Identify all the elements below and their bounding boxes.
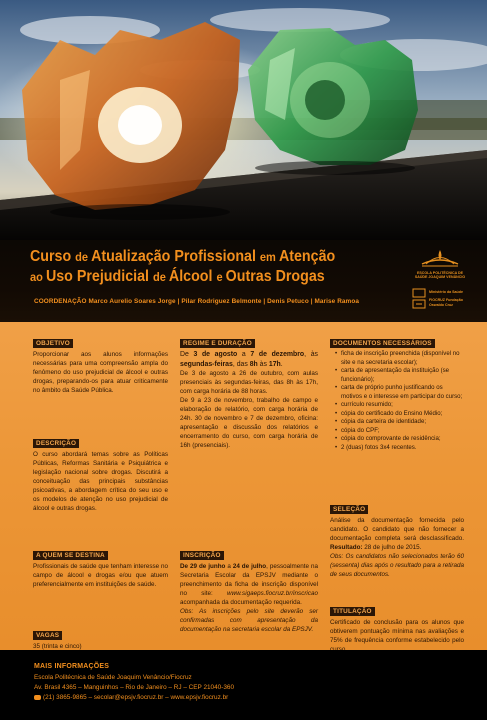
section-descricao bbox=[33, 432, 168, 513]
descricao-heading: DESCRIÇÃO bbox=[33, 439, 79, 449]
documentos-list bbox=[330, 350, 464, 452]
selecao-heading: SELEÇÃO bbox=[330, 505, 368, 515]
course-title bbox=[30, 247, 334, 287]
section-selecao bbox=[330, 498, 464, 579]
broken-bottles-photo bbox=[0, 0, 487, 240]
list-item: • cópia do CPF; bbox=[336, 427, 464, 436]
title-line-1: Curso de Atualização Profissional em Atenção bbox=[30, 248, 336, 265]
section-quem bbox=[33, 544, 168, 589]
footer-contact-text[interactable]: (21) 3865-9865 – secolar@epsjv.fiocruz.br – www.epsjv.fiocruz.br bbox=[43, 694, 229, 701]
list-item: • carta de próprio punho justificando os motivos e o interesse em participar do curso; bbox=[336, 384, 464, 401]
title-band bbox=[0, 240, 487, 322]
regime-dates: De 3 de agosto a 7 de dezembro, às segundas-feiras, das 8h às 17h. bbox=[180, 351, 318, 368]
section-vagas bbox=[33, 624, 168, 651]
partner-logos bbox=[412, 288, 468, 316]
partner-logos-label: Ministério da Saúde FIOCRUZ Fundação Oswaldo Cruz bbox=[429, 290, 463, 307]
section-documentos bbox=[330, 332, 464, 452]
list-item: • 2 (duas) fotos 3x4 recentes. bbox=[336, 444, 464, 453]
inscricao-obs: Obs: As inscrições pelo site deverão ser confirmadas com apresentação da documentação na secretaria escolar da EPSJV. bbox=[180, 608, 318, 633]
selecao-obs: Obs: Os candidatos não selecionados terão 60 (sessenta) dias após o resultado para a retirada de seus documentos. bbox=[330, 553, 464, 578]
school-logo-label: ESCOLA POLITÉCNICA DE SAÚDE JOAQUIM VENÂNCIO bbox=[414, 271, 466, 280]
footer-address: Av. Brasil 4365 – Manguinhos – Rio de Janeiro – RJ – CEP 21040-360 bbox=[34, 684, 235, 691]
section-objetivo bbox=[33, 332, 168, 395]
title-line-2: ao Uso Prejudicial de Álcool e Outras Drogas bbox=[30, 268, 325, 285]
titulacao-heading: TITULAÇÃO bbox=[330, 607, 375, 617]
list-item: • ficha de inscrição preenchida (disponível no site e na secretaria escolar); bbox=[336, 350, 464, 367]
footer-institution: Escola Politécnica de Saúde Joaquim Venâncio/Fiocruz bbox=[34, 674, 192, 681]
footer-heading: MAIS INFORMAÇÕES bbox=[34, 663, 110, 670]
regime-text-1: De 3 de agosto a 26 de outubro, com aulas presenciais às segundas-feiras, das 8h às 17h, com carga horária de 88 horas. bbox=[180, 370, 318, 395]
list-item: • cópia da carteira de identidade; bbox=[336, 418, 464, 427]
inscricao-text: De 29 de junho a 24 de julho, pessoalmente na Secretaria Escolar da EPSJV mediante o preenchimento da ficha de inscrição disponível no site: www.sigaeps.fiocruz.br/inscricao acompanhada da documentação requerida. bbox=[180, 563, 318, 606]
selecao-text: Análise da documentação fornecida pelo candidato. O candidato que não fornecer a documentação completa será desclassificado. Resultado: 28 de julho de 2015. bbox=[330, 517, 464, 551]
vagas-heading: VAGAS bbox=[33, 631, 62, 641]
header-photo bbox=[0, 0, 487, 240]
footer bbox=[0, 650, 487, 720]
inscricao-heading: INSCRIÇÃO bbox=[180, 551, 224, 561]
regime-heading: REGIME E DURAÇÃO bbox=[180, 339, 255, 349]
list-item: • carta de apresentação da instituição (se funcionário); bbox=[336, 367, 464, 384]
descricao-text: O curso abordará temas sobre as Políticas Públicas, Reformas Sanitária e Psiquiátrica e legislação nacional sobre drogas. Discutirá a conceituação das principais substâncias psicoativas, a abordagem crítica do seu uso e os modelos de atenção no uso prejudicial de álcool e outras drogas. bbox=[33, 451, 168, 512]
objetivo-text: Proporcionar aos alunos informações necessárias para uma compreensão ampla do fenômeno do uso prejudicial de álcool e outras drogas, preparando-os para atuar criticamente no âmbito da Saúde Pública. bbox=[33, 351, 168, 394]
list-item: • cópia do comprovante de residência; bbox=[336, 435, 464, 444]
section-inscricao bbox=[180, 544, 318, 634]
regime-text-2: De 9 a 23 de novembro, trabalho de campo e elaboração de relatório, com carga horária de 24h. 30 de novembro e 7 de dezembro, oficina: apresentação e discussão dos relatórios e encerramento do curso, com carga horária de 16h (presenciais). bbox=[180, 397, 318, 449]
inscricao-site-link[interactable]: www.sigaeps.fiocruz.br/inscricao bbox=[227, 590, 318, 597]
content-body bbox=[0, 322, 487, 650]
list-item: • cópia do certificado do Ensino Médio; bbox=[336, 410, 464, 419]
titulacao-text: Certificado de conclusão para os alunos que obtiverem pontuação mínima nas avaliações e 75% de frequência conforme estabelecido pelo bbox=[330, 619, 464, 644]
section-titulacao bbox=[330, 600, 464, 654]
documentos-heading: DOCUMENTOS NECESSÁRIOS bbox=[330, 339, 435, 349]
fiocruz-logo-icon bbox=[412, 288, 426, 310]
coordination-line: COORDENAÇÃO Marco Aurelio Soares Jorge | Pilar Rodriguez Belmonte | Denis Petuco | Marise Ramoa bbox=[34, 298, 359, 305]
footer-contact bbox=[34, 694, 228, 701]
phone-icon bbox=[34, 695, 41, 700]
school-logo bbox=[412, 246, 468, 284]
list-item: • currículo resumido; bbox=[336, 401, 464, 410]
quem-heading: A QUEM SE DESTINA bbox=[33, 551, 108, 561]
objetivo-heading: OBJETIVO bbox=[33, 339, 73, 349]
quem-text: Profissionais de saúde que tenham interesse no campo de álcool e drogas e/ou que atuem preferencialmente em instituições de saúde. bbox=[33, 563, 168, 588]
vagas-text: 35 (trinta e cinco) bbox=[33, 643, 82, 650]
section-regime bbox=[180, 332, 318, 450]
book-logo-icon bbox=[412, 246, 468, 270]
